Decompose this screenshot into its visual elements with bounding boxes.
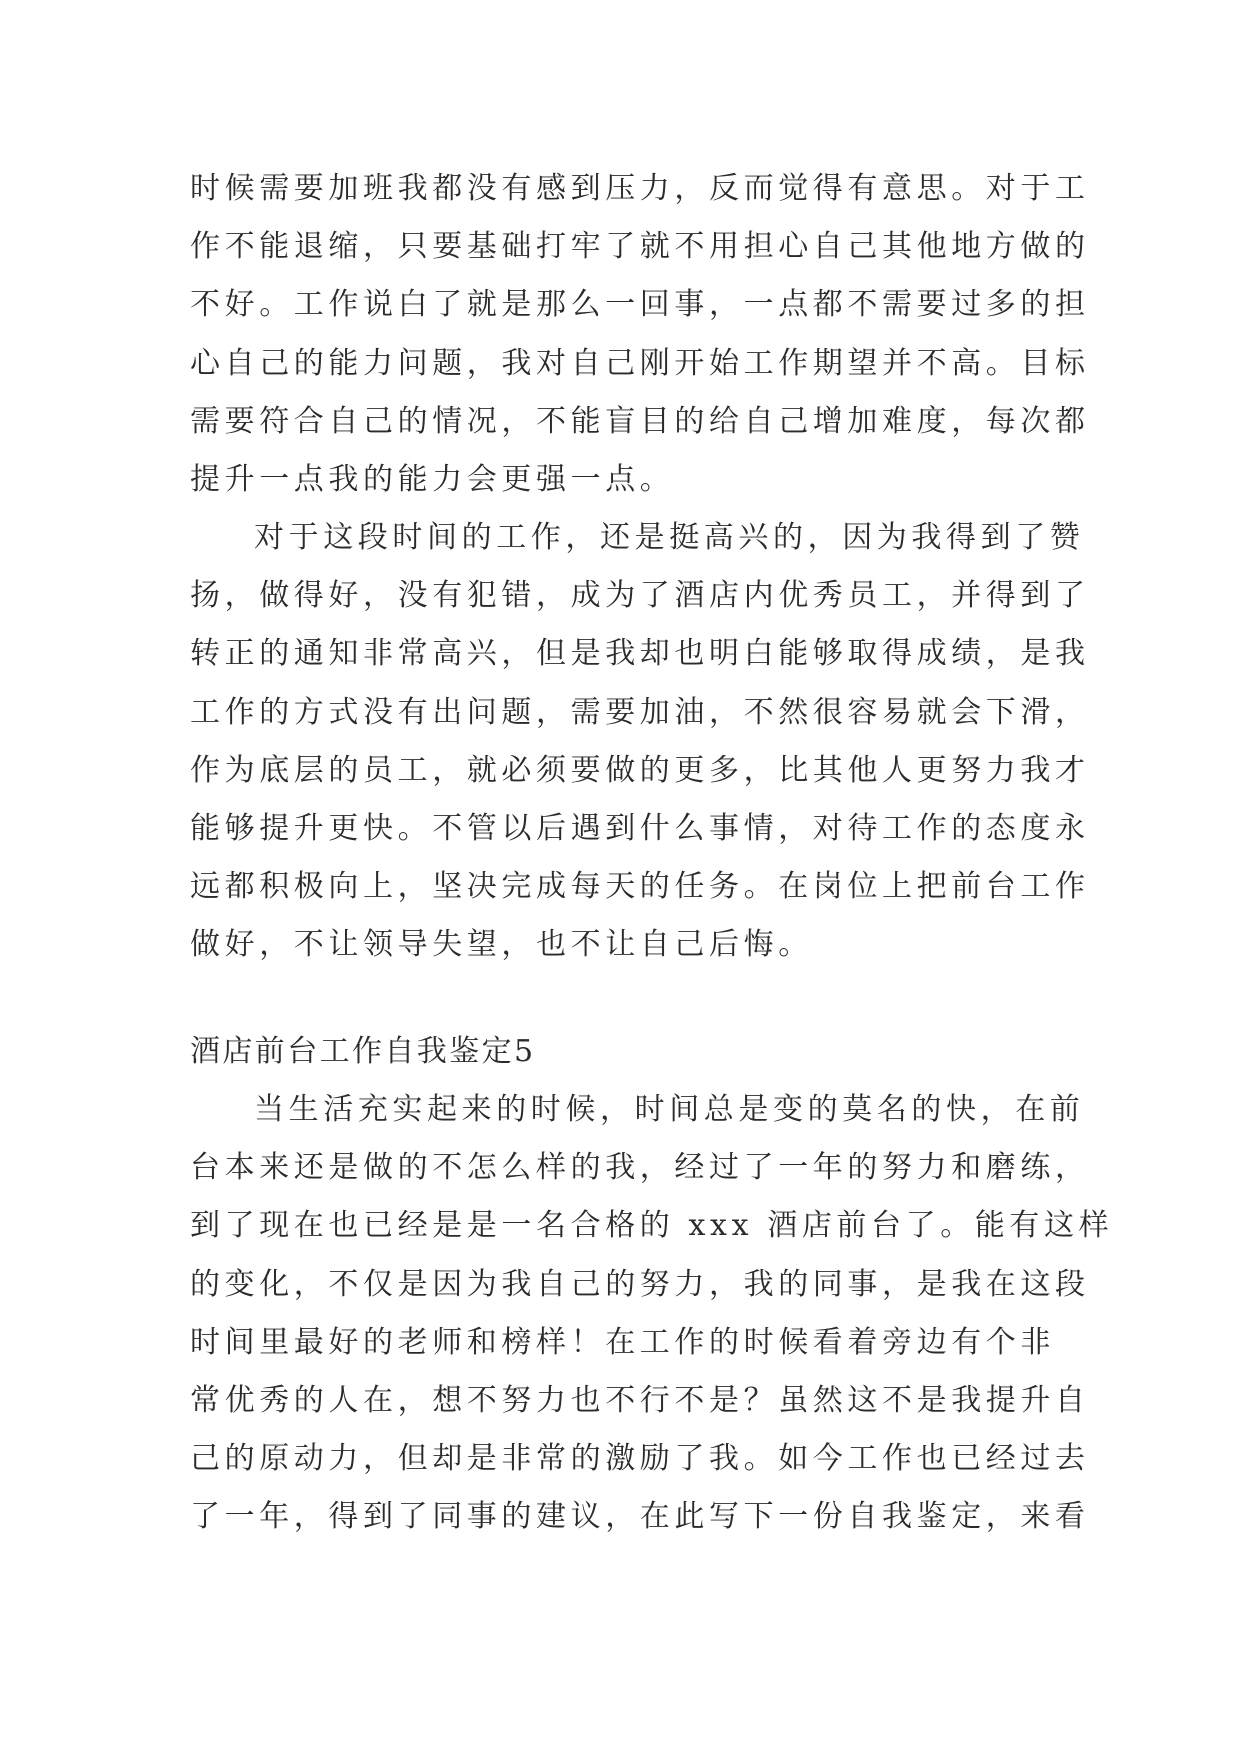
text-line: 需要符合自己的情况，不能盲目的给自己增加难度，每次都 (190, 403, 1090, 439)
text-line: 扬，做得好，没有犯错，成为了酒店内优秀员工，并得到了 (190, 578, 1090, 614)
text-line: 心自己的能力问题，我对自己刚开始工作期望并不高。目标 (190, 345, 1090, 381)
text-line: 做好，不让领导失望，也不让自己后悔。 (190, 927, 813, 963)
text-line: 了一年，得到了同事的建议，在此写下一份自我鉴定，来看 (190, 1499, 1090, 1535)
text-line: 提升一点我的能力会更强一点。 (190, 461, 675, 497)
text-line-first: 对于这段时间的工作，还是挺高兴的，因为我得到了赞 (254, 520, 1085, 555)
text-line-first: 当生活充实起来的时候，时间总是变的莫名的快，在前 (254, 1092, 1085, 1127)
text-line: 常优秀的人在，想不努力也不行不是？虽然这不是我提升自 (190, 1382, 1090, 1418)
section-heading: 酒店前台工作自我鉴定5 (190, 1034, 536, 1069)
text-line: 不好。工作说白了就是那么一回事，一点都不需要过多的担 (190, 287, 1090, 323)
text-line: 己的原动力，但却是非常的激励了我。如今工作也已经过去 (190, 1441, 1090, 1477)
text-line: 作不能退缩，只要基础打牢了就不用担心自己其他地方做的 (190, 229, 1090, 265)
text-line: 转正的通知非常高兴，但是我却也明白能够取得成绩，是我 (190, 636, 1090, 672)
paragraph-3 (190, 1081, 1114, 1547)
text-line: 时间里最好的老师和榜样！在工作的时候看着旁边有个非 (190, 1324, 1055, 1360)
text-line: 时候需要加班我都没有感到压力，反而觉得有意思。对于工 (190, 171, 1090, 206)
text-line: 能够提升更快。不管以后遇到什么事情，对待工作的态度永 (190, 810, 1090, 846)
text-line: 工作的方式没有出问题，需要加油，不然很容易就会下滑， (190, 694, 1090, 730)
text-line: 作为底层的员工，就必须要做的更多，比其他人更努力我才 (190, 752, 1090, 788)
text-line: 台本来还是做的不怎么样的我，经过了一年的努力和磨练， (190, 1150, 1090, 1186)
text-line: 到了现在也已经是是一名合格的 xxx 酒店前台了。能有这样 (190, 1208, 1114, 1244)
text-line: 的变化，不仅是因为我自己的努力，我的同事，是我在这段 (190, 1266, 1090, 1302)
text-line: 远都积极向上，坚决完成每天的任务。在岗位上把前台工作 (190, 869, 1090, 905)
paragraph-continued (190, 160, 1090, 509)
paragraph-2 (190, 509, 1090, 975)
